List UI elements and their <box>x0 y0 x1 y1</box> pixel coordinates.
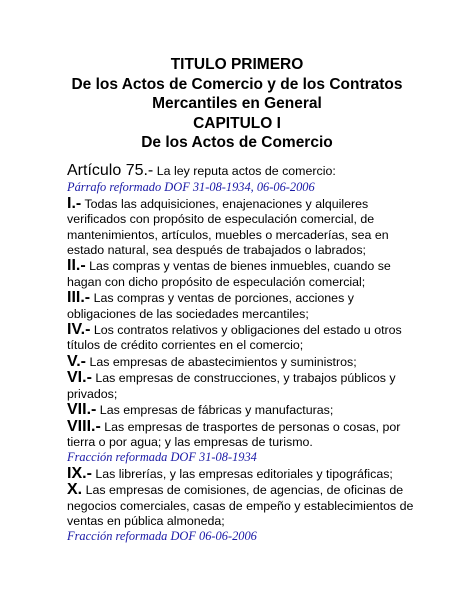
title-subheading-cont: Mercantiles en General <box>152 95 322 112</box>
item-text: Las empresas de construcciones, y trabajos públicos y privados; <box>67 371 396 401</box>
item-text: Todas las adquisiciones, enajenaciones y alquileres verificados con propósito de especulación comercial, de mantenimientos, artículos, muebles o mercaderías, sea en estado natural, sea después de trabajados o labrados; <box>67 196 389 258</box>
item-text: Las compras y ventas de porciones, acciones y obligaciones de las sociedades mercantiles; <box>67 291 354 321</box>
chapter-heading: CAPITULO I <box>193 114 281 132</box>
heading-block <box>0 55 474 153</box>
list-item <box>67 482 417 529</box>
title-heading: TITULO PRIMERO <box>170 56 304 73</box>
item-number: V.- <box>67 352 86 370</box>
article-body <box>67 163 417 545</box>
item-number: IX.- <box>67 464 92 482</box>
list-item <box>67 322 417 354</box>
list-item <box>67 466 417 482</box>
item-text: Las empresas de comisiones, de agencias, de oficinas de negocios comerciales, casas de empeño y establecimientos de ventas en pública almoneda; <box>67 483 414 528</box>
item-text: Las empresas de abastecimientos y suministros; <box>89 354 357 369</box>
title-subheading: De los Actos de Comercio y de los Contratos <box>71 75 403 93</box>
item-text: Las empresas de fábricas y manufacturas; <box>99 403 334 418</box>
item-number: X. <box>67 481 83 499</box>
item-number: VIII.- <box>67 417 101 435</box>
item-text: Las compras y ventas de bienes inmuebles, cuando se hagan con dicho propósito de especulación comercial; <box>67 259 391 289</box>
article-heading-line <box>67 163 417 179</box>
list-item <box>67 290 417 322</box>
article-text: La ley reputa actos de comercio: <box>156 164 336 178</box>
list-item <box>67 258 417 290</box>
item-number: IV.- <box>67 321 91 339</box>
item-number: VI.- <box>67 369 92 387</box>
item-number: I.- <box>67 194 82 212</box>
item-text: Los contratos relativos y obligaciones del estado u otros títulos de crédito corrientes en el comercio; <box>67 323 402 353</box>
article-title: Artículo 75.- <box>67 162 154 179</box>
list-item <box>67 354 417 370</box>
item-number: III.- <box>67 289 91 307</box>
fraction-reform-note: Fracción reformada DOF 31-08-1934 <box>67 450 257 465</box>
list-item <box>67 402 417 418</box>
fraction-reform-note: Fracción reformada DOF 06-06-2006 <box>67 529 257 544</box>
item-number: II.- <box>67 257 86 275</box>
list-item <box>67 370 417 402</box>
item-text: Las librerías, y las empresas editoriales y tipográficas; <box>95 466 393 481</box>
item-text: Las empresas de trasportes de personas o cosas, por tierra o por agua; y las empresas de turismo. <box>67 419 401 449</box>
article-reform-note: Párrafo reformado DOF 31-08-1934, 06-06-2006 <box>67 180 315 195</box>
chapter-subheading: De los Actos de Comercio <box>141 134 333 151</box>
list-item <box>67 196 417 259</box>
list-item <box>67 419 417 451</box>
item-number: VII.- <box>67 401 97 419</box>
